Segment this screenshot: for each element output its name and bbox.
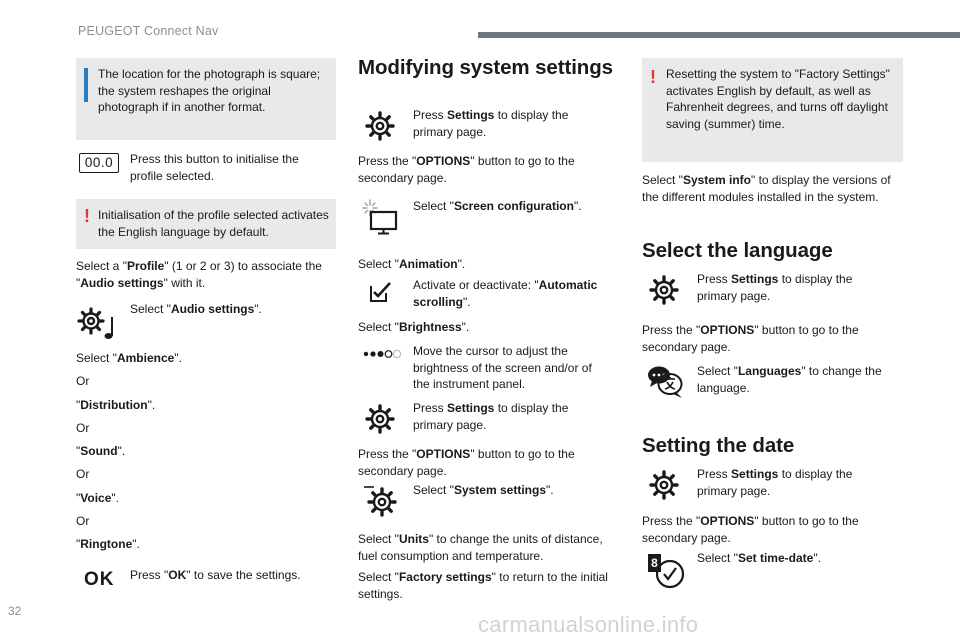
auto-scroll-text: Activate or deactivate: "Automatic scrolling". [413, 278, 598, 309]
option-sound: "Sound". [76, 444, 126, 459]
note-text: The location for the photograph is square; the system reshapes the original photograph if in another format. [98, 67, 321, 114]
options-4: Press the "OPTIONS" button to go to the secondary page. [642, 514, 859, 545]
option-voice: "Voice". [76, 490, 119, 505]
option-ringtone: "Ringtone". [76, 537, 140, 552]
cursor-text: Move the cursor to adjust the brightness of the screen and/or of the instrument panel. [413, 344, 592, 391]
or-text: Or [76, 514, 90, 529]
date-clock-icon [646, 552, 686, 590]
press-settings-1: Press Settings to display the primary page. [413, 108, 569, 139]
heading-system-settings: Modifying system settings [358, 56, 613, 79]
or-text: Or [76, 420, 90, 435]
press-settings-2: Press Settings to display the primary page. [413, 401, 569, 432]
audio-settings-icon [76, 303, 122, 341]
date-number-badge: 8 [648, 554, 661, 572]
header-rule [478, 32, 960, 38]
select-screen-config: Select "Screen configuration". [413, 199, 582, 213]
system-settings-icon [362, 484, 400, 518]
languages-icon [646, 364, 686, 400]
brightness-slider-icon [362, 349, 404, 359]
watermark: carmanualsonline.info [478, 612, 699, 637]
init-button-icon: 00.0 [79, 153, 119, 173]
settings-gear-icon [364, 110, 396, 142]
select-audio-settings: Select "Audio settings". [130, 302, 262, 316]
settings-gear-icon [648, 469, 680, 501]
init-text: Press this button to initialise the profile selected. [130, 152, 299, 183]
sound-options-list [76, 350, 182, 553]
options-3: Press the "OPTIONS" button to go to the secondary page. [642, 323, 859, 354]
press-settings-4: Press Settings to display the primary page. [697, 467, 853, 498]
ok-icon: OK [84, 569, 115, 590]
running-header: PEUGEOT Connect Nav [78, 24, 219, 38]
warning-icon: ! [650, 67, 656, 87]
heading-setting-date: Setting the date [642, 434, 795, 457]
or-text: Or [76, 467, 90, 482]
warning-note [642, 58, 903, 162]
warning-note [76, 199, 336, 249]
select-system-settings: Select "System settings". [413, 483, 554, 497]
info-note [76, 58, 336, 140]
press-settings-3: Press Settings to display the primary page. [697, 272, 853, 303]
select-units: Select "Units" to change the units of distance, fuel consumption and temperature. [358, 532, 603, 563]
heading-select-language: Select the language [642, 239, 833, 262]
warning-text: Initialisation of the profile selected activates the English language by default. [98, 208, 329, 239]
options-2: Press the "OPTIONS" button to go to the secondary page. [358, 447, 575, 478]
checkbox-icon [368, 280, 394, 304]
warning-icon: ! [84, 206, 90, 226]
select-system-info: Select "System info" to display the versions of the different modules installed in the system. [642, 173, 891, 204]
select-brightness: Select "Brightness". [358, 320, 470, 334]
select-profile: Select a "Profile" (1 or 2 or 3) to associate the "Audio settings" with it. [76, 259, 322, 290]
select-set-time-date: Select "Set time-date". [697, 551, 821, 565]
page-number: 32 [8, 604, 22, 618]
option-distribution: "Distribution". [76, 397, 156, 412]
screen-config-icon [362, 198, 402, 236]
warning-text: Resetting the system to "Factory Settings" activates English by default, as well as Fahrenheit degrees, and turns off daylight saving (summer) time. [666, 67, 890, 131]
options-1: Press the "OPTIONS" button to go to the secondary page. [358, 154, 575, 185]
select-animation: Select "Animation". [358, 257, 466, 271]
select-factory-settings: Select "Factory settings" to return to the initial settings. [358, 570, 608, 601]
select-languages: Select "Languages" to change the language. [697, 364, 882, 395]
settings-gear-icon [364, 403, 396, 435]
press-ok: Press "OK" to save the settings. [130, 568, 301, 582]
option-ambience: Select "Ambience". [76, 351, 182, 365]
settings-gear-icon [648, 274, 680, 306]
or-text: Or [76, 374, 90, 389]
info-bar-icon [84, 68, 88, 102]
